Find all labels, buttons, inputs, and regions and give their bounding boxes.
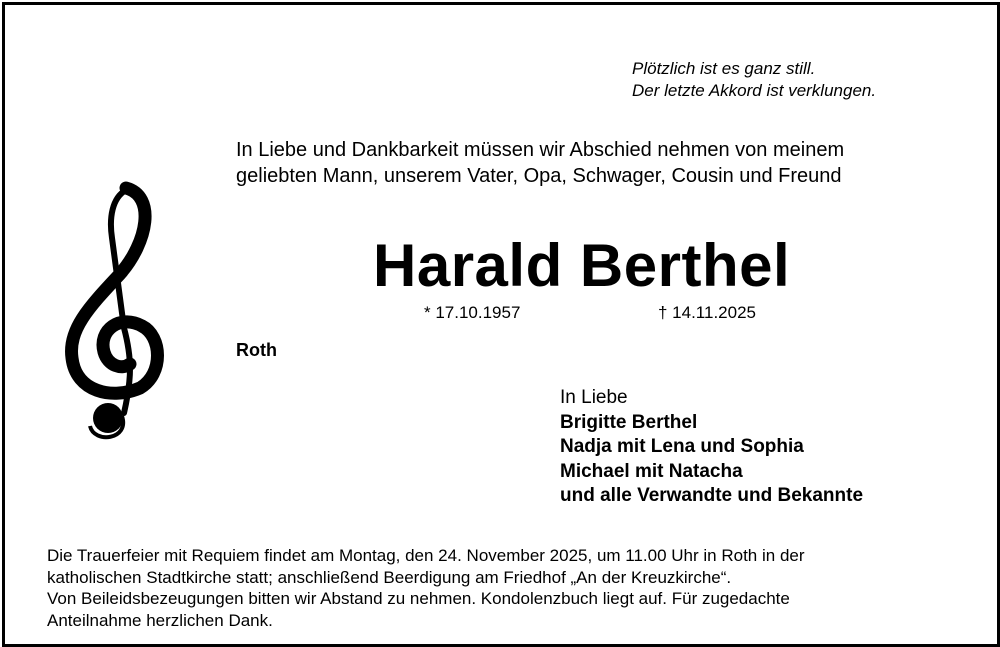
intro-line-1: In Liebe und Dankbarkeit müssen wir Abschied nehmen von meinem: [236, 139, 845, 161]
deceased-name: Harald Berthel: [373, 232, 791, 299]
notice-line-2: katholischen Stadtkirche statt; anschließend Beerdigung am Friedhof „An der Kreuzkirche“.: [47, 567, 732, 587]
place-name: Roth: [236, 340, 277, 360]
notice-line-1: Die Trauerfeier mit Requiem findet am Montag, den 24. November 2025, um 11.00 Uhr in Roth in der: [47, 546, 805, 565]
mourners-heading: In Liebe: [560, 387, 628, 408]
mourner-name: Brigitte Berthel: [560, 411, 698, 433]
mourner-name: und alle Verwandte und Bekannte: [560, 485, 864, 506]
treble-clef-icon: [60, 178, 180, 448]
mourners-list: [560, 386, 863, 509]
birth-date: * 17.10.1957: [424, 303, 521, 322]
death-date: † 14.11.2025: [658, 303, 756, 322]
intro-text: [236, 137, 844, 189]
quote-line-1: Plötzlich ist es ganz still.: [632, 59, 816, 78]
quote-line-2: Der letzte Akkord ist verklungen.: [632, 81, 877, 100]
notice-line-3: Von Beileidsbezeugungen bitten wir Abstand zu nehmen. Kondolenzbuch liegt auf. Für zugedachte: [47, 589, 790, 608]
mourner-name: Nadja mit Lena und Sophia: [560, 436, 804, 457]
notice-line-4: Anteilnahme herzlichen Dank.: [47, 610, 273, 630]
mourner-name: Michael mit Natacha: [560, 460, 743, 482]
intro-line-2: geliebten Mann, unserem Vater, Opa, Schwager, Cousin und Freund: [236, 165, 842, 187]
funeral-notice: [47, 545, 805, 631]
quote: [632, 58, 876, 102]
